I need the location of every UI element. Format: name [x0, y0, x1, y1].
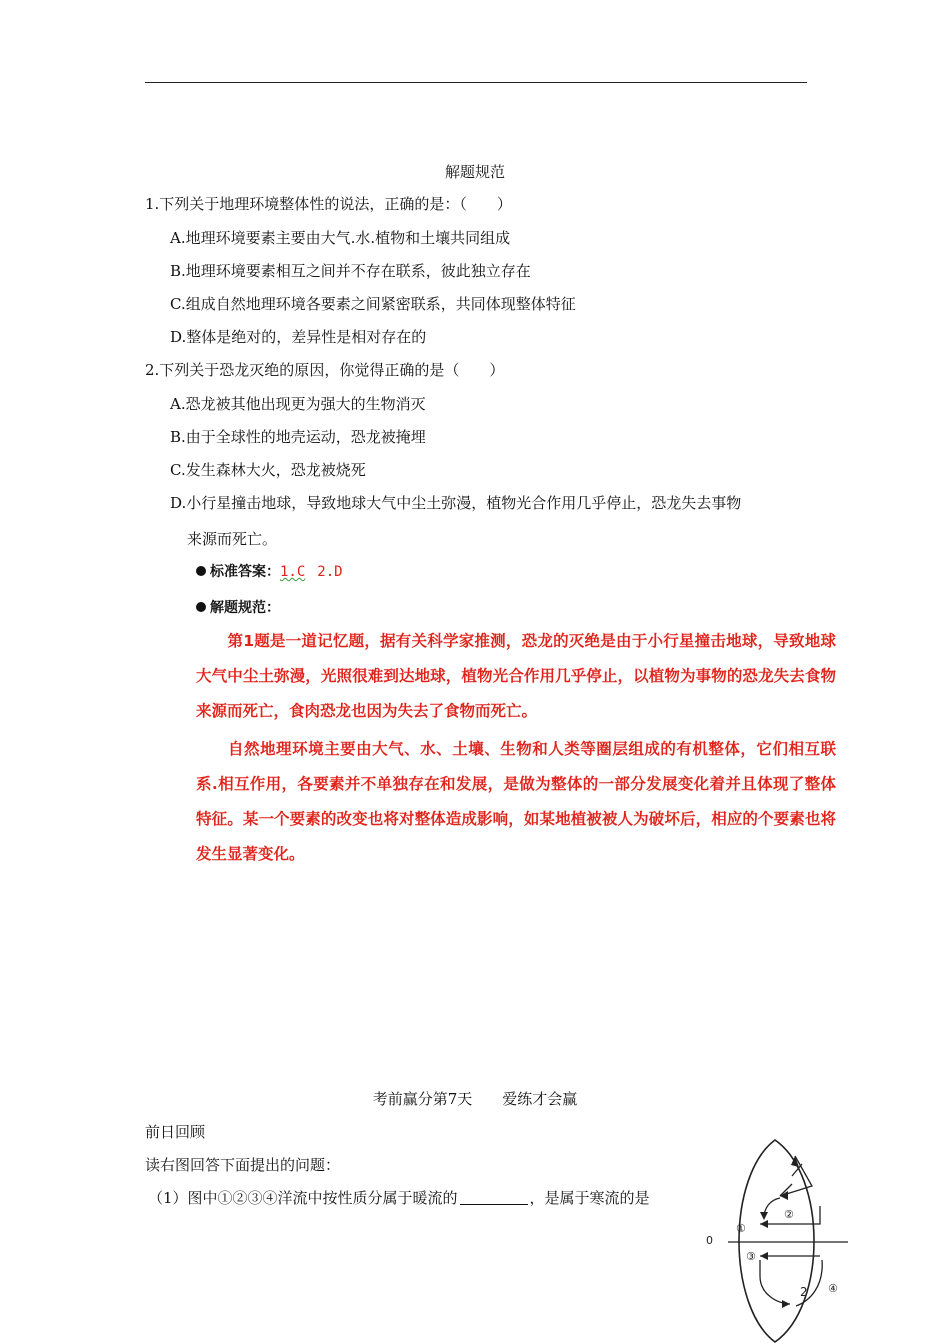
diagram-label-1: ①: [736, 1222, 746, 1235]
explain-row: [196, 597, 280, 617]
section-title: 解题规范: [444, 163, 505, 181]
question-2-option-a: A.恐龙被其他出现更为强大的生物消灭: [170, 395, 426, 413]
question-2-option-d: D.小行星撞击地球，导致地球大气中尘土弥漫，植物光合作用几乎停止，恐龙失去事物: [170, 494, 742, 512]
answer-label: 标准答案：: [210, 564, 280, 580]
instruction: 读右图回答下面提出的问题：: [145, 1156, 341, 1174]
answer-row: [196, 561, 343, 581]
question-1-part-1: （1）图中①②③④洋流中按性质分属于暖流的: [148, 1189, 458, 1207]
question-2-option-d-continued: 来源而死亡。: [187, 530, 278, 548]
bullet-icon: [196, 602, 206, 612]
answer-2: 2.D: [317, 564, 343, 580]
question-1-stem: 1.下列关于地理环境整体性的说法，正确的是：（ ）: [145, 195, 512, 213]
ocean-current-diagram: [700, 1136, 850, 1344]
explain-label: 解题规范：: [210, 600, 280, 616]
question-2-option-c: C.发生森林大火，恐龙被烧死: [170, 461, 366, 479]
question-1-option-c: C.组成自然地理环境各要素之间紧密联系，共同体现整体特征: [170, 295, 576, 313]
bullet-icon: [196, 566, 206, 576]
explanation-paragraph-1: 第1题是一道记忆题，据有关科学家推测，恐龙的灭绝是由于小行星撞击地球，导致地球大气中尘土弥漫，光照很难到达地球，植物光合作用几乎停止，以植物为事物的恐龙失去食物来源而死亡，食肉恐龙也因为失去了食物而死亡。: [196, 632, 836, 720]
question-1-option-d: D.整体是绝对的，差异性是相对存在的: [170, 328, 427, 346]
question-1-option-a: A.地理环境要素主要由大气.水.植物和土壤共同组成: [170, 229, 511, 247]
question-1-part-2: ，是属于寒流的是: [529, 1189, 650, 1207]
question-1-line: [148, 1187, 650, 1208]
diagram-label-zero: 0: [706, 1234, 713, 1247]
answer-blank[interactable]: [460, 1190, 528, 1205]
diagram-label-2: ②: [784, 1208, 794, 1221]
question-2-stem: 2.下列关于恐龙灭绝的原因，你觉得正确的是（ ）: [145, 361, 505, 379]
diagram-label-3: ③: [746, 1250, 756, 1263]
explanation-paragraph-2: 自然地理环境主要由大气、水、土壤、生物和人类等圈层组成的有机整体，它们相互联系.相互作用，各要素并不单独存在和发展，是做为整体的一部分发展变化着并且体现了整体特征。某一个要素的改变也将对整体造成影响，如某地植被被人为破坏后，相应的个要素也将发生显著变化。: [196, 740, 836, 863]
diagram-page-number: 2: [800, 1285, 808, 1299]
header-rule: [145, 82, 807, 83]
section-2-title: 考前赢分第7天 爱练才会赢: [372, 1090, 578, 1108]
question-1-option-b: B.地理环境要素相互之间并不存在联系，彼此独立存在: [170, 262, 531, 280]
diagram-label-4: ④: [828, 1282, 838, 1295]
review-label: 前日回顾: [145, 1123, 206, 1141]
question-2-option-b: B.由于全球性的地壳运动，恐龙被掩埋: [170, 428, 426, 446]
answer-1: 1.C: [280, 564, 306, 580]
